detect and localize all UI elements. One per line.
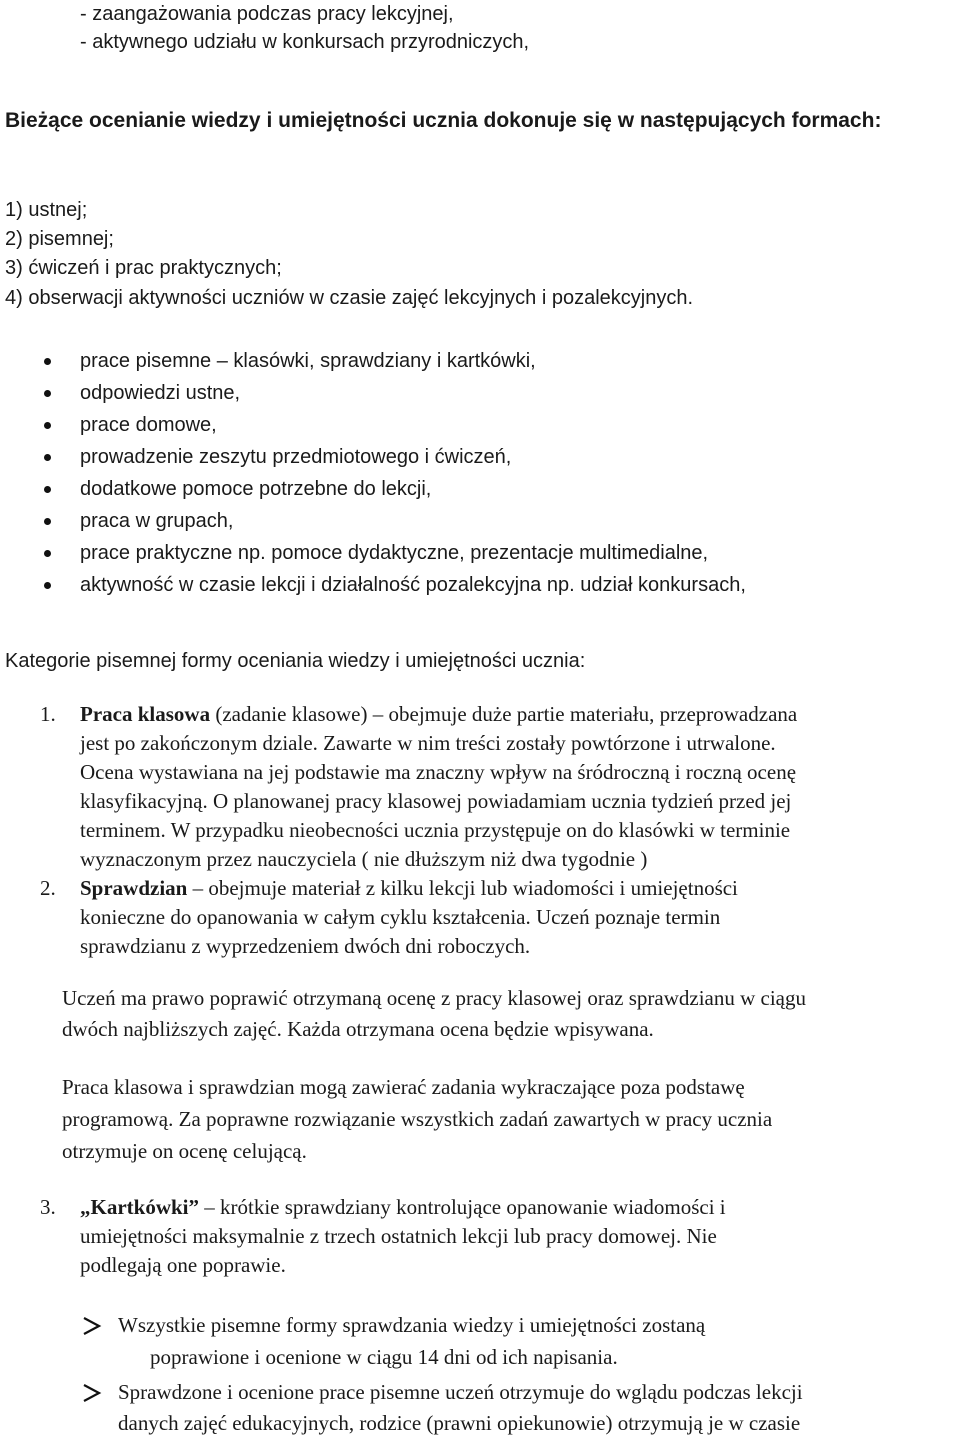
arrowhead-icon [82,1383,102,1403]
item-text: podlegają one poprawie. [80,1253,286,1277]
paragraph-line: programową. Za poprawne rozwiązanie wszystkich zadań zawartych w pracy ucznia [62,1107,773,1131]
item-text: jest po zakończonym dziale. Zawarte w nim treści zostały powtórzone i utrwalone. [80,731,776,755]
form-item: 3) ćwiczeń i prac praktycznych; [5,257,282,279]
arrow-item-text: danych zajęć edukacyjnych, rodzice (prawni opiekunowie) otrzymują je w czasie [118,1411,801,1435]
arrowhead-icon [82,1316,102,1336]
item-number: 1. [40,702,56,726]
item-text: konieczne do opanowania w całym cyklu kształcenia. Uczeń poznaje termin [80,905,721,929]
bullet-icon [44,486,51,493]
top-item: - aktywnego udziału w konkursach przyrodniczych, [80,31,530,53]
arrow-item-text: poprawione i ocenione w ciągu 14 dni od ich napisania. [150,1345,618,1369]
bullet-item: dodatkowe pomoce potrzebne do lekcji, [80,478,432,500]
paragraph-line: otrzymuje on ocenę celującą. [62,1139,307,1163]
item1-first-line [80,700,797,728]
item-term: Praca klasowa [80,702,211,726]
form-item: 4) obserwacji aktywności uczniów w czasie zajęć lekcyjnych i pozalekcyjnych. [5,287,694,309]
item-text: terminem. W przypadku nieobecności ucznia przystępuje on do klasówki w terminie [80,818,791,842]
item-term: Sprawdzian [80,876,188,900]
bullet-item: prowadzenie zeszytu przedmiotowego i ćwiczeń, [80,446,512,468]
bullet-icon [44,454,51,461]
item-text: – obejmuje materiał z kilku lekcji lub wiadomości i umiejętności [187,876,738,900]
arrow-item-text: Wszystkie pisemne formy sprawdzania wiedzy i umiejętności zostaną [118,1313,706,1337]
arrow-item-text: Sprawdzone i ocenione prace pisemne uczeń otrzymuje do wglądu podczas lekcji [118,1380,803,1404]
item3-first-line [80,1193,726,1221]
bullet-icon [44,550,51,557]
item2-first-line [80,874,738,902]
bullet-icon [44,518,51,525]
item-text: Ocena wystawiana na jej podstawie ma znaczny wpływ na śródroczną i roczną ocenę [80,760,797,784]
form-item: 2) pisemnej; [5,228,114,250]
item-number: 3. [40,1195,56,1219]
item-text: (zadanie klasowe) – obejmuje duże partie materiału, przeprowadzana [210,702,798,726]
bullet-icon [44,390,51,397]
paragraph-line: dwóch najbliższych zajęć. Każda otrzymana ocena będzie wpisywana. [62,1017,654,1041]
bullet-item: odpowiedzi ustne, [80,382,241,404]
categories-heading: Kategorie pisemnej formy oceniania wiedzy i umiejętności ucznia: [5,650,586,672]
paragraph-line: Praca klasowa i sprawdzian mogą zawierać zadania wykraczające poza podstawę [62,1075,745,1099]
form-item: 1) ustnej; [5,199,88,221]
item-text: klasyfikacyjną. O planowanej pracy klasowej powiadamiam ucznia tydzień przed jej [80,789,792,813]
bullet-item: prace domowe, [80,414,217,436]
item-text: wyznaczonym przez nauczyciela ( nie dłuższym niż dwa tygodnie ) [80,847,648,871]
bullet-icon [44,422,51,429]
bullet-item: prace praktyczne np. pomoce dydaktyczne, prezentacje multimedialne, [80,542,709,564]
bullet-icon [44,582,51,589]
forms-heading: Bieżące ocenianie wiedzy i umiejętności ucznia dokonuje się w następujących formach: [5,109,882,132]
bullet-icon [44,358,51,365]
top-item: - zaangażowania podczas pracy lekcyjnej, [80,3,454,25]
paragraph-line: Uczeń ma prawo poprawić otrzymaną ocenę z pracy klasowej oraz sprawdzianu w ciągu [62,986,806,1010]
bullet-item: aktywność w czasie lekcji i działalność pozalekcyjna np. udział konkursach, [80,574,746,596]
item-text: – krótkie sprawdziany kontrolujące opanowanie wiadomości i [199,1195,726,1219]
item-text: umiejętności maksymalnie z trzech ostatnich lekcji lub pracy domowej. Nie [80,1224,717,1248]
bullet-item: praca w grupach, [80,510,234,532]
item-number: 2. [40,876,56,900]
item-text: sprawdzianu z wyprzedzeniem dwóch dni roboczych. [80,934,531,958]
item-term: „Kartkówki” [80,1195,200,1219]
bullet-item: prace pisemne – klasówki, sprawdziany i kartkówki, [80,350,536,372]
